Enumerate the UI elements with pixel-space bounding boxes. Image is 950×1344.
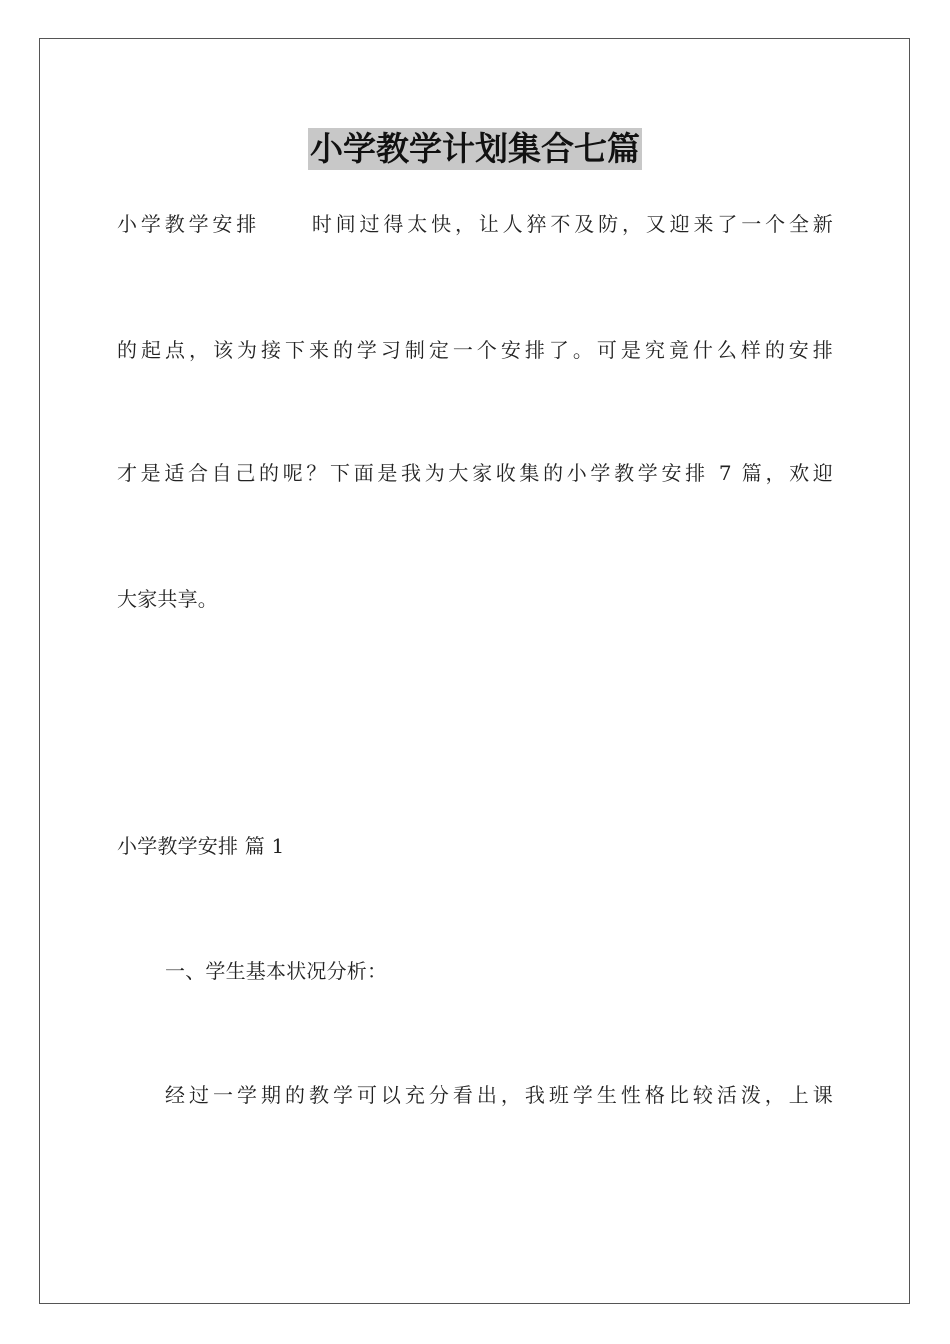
paragraph-line: 经过一学期的教学可以充分看出，我班学生性格比较活泼，上课	[165, 1083, 833, 1107]
intro-line-1-text: 时间过得太快，让人猝不及防，又迎来了一个全新	[308, 212, 834, 236]
intro-line-3: 才是适合自己的呢？下面是我为大家收集的小学教学安排 7 篇，欢迎	[117, 461, 833, 485]
intro-line-4: 大家共享。	[117, 587, 218, 611]
title-container	[0, 128, 950, 170]
intro-line-1	[117, 210, 833, 238]
document-title: 小学教学计划集合七篇	[310, 129, 640, 168]
section-heading: 小学教学安排 篇 1	[117, 834, 285, 858]
intro-label: 小学教学安排	[117, 212, 261, 236]
section-subheading: 一、学生基本状况分析：	[165, 959, 388, 983]
intro-line-2: 的起点，该为接下来的学习制定一个安排了。可是究竟什么样的安排	[117, 338, 833, 362]
